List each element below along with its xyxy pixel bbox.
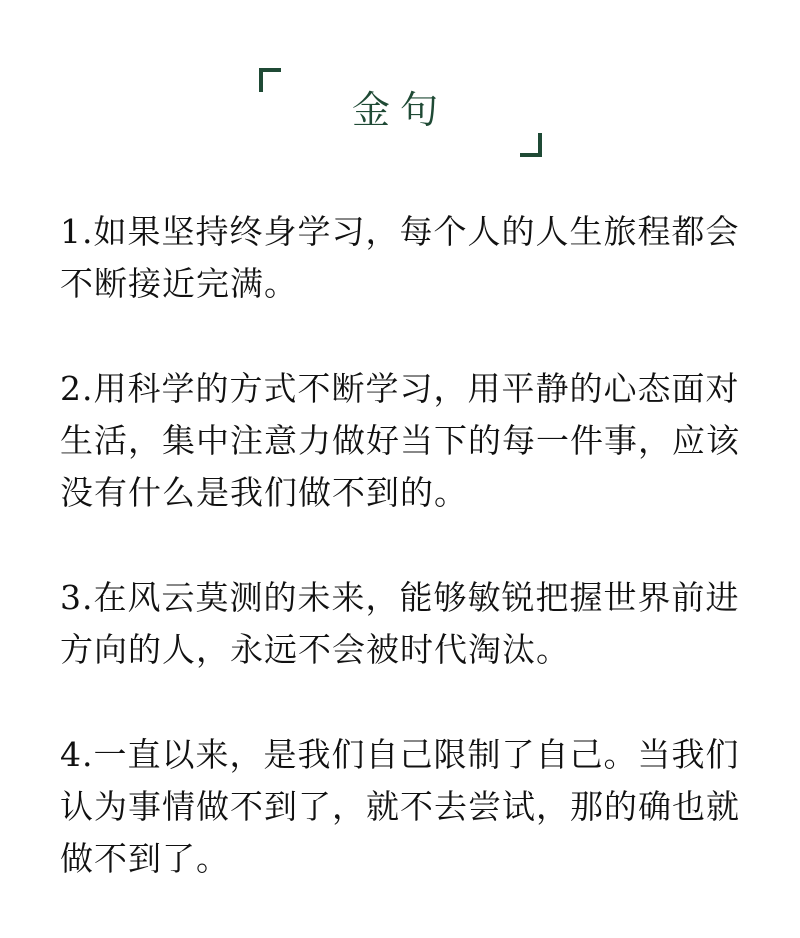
- corner-bracket-close-icon: [520, 133, 542, 157]
- quote-item-3: 3.在风云莫测的未来，能够敏锐把握世界前进方向的人，永远不会被时代淘汰。: [60, 578, 740, 669]
- page-title: 金句: [351, 88, 448, 132]
- quote-list: [60, 206, 750, 938]
- quote-item-2: 2.用科学的方式不断学习，用平静的心态面对生活，集中注意力做好当下的每一件事，应该没有什么是我们做不到的。: [60, 369, 740, 512]
- quote-item-1: 1.如果坚持终身学习，每个人的人生旅程都会不断接近完满。: [60, 212, 740, 303]
- quote-item-4: 4.一直以来，是我们自己限制了自己。当我们认为事情做不到了，就不去尝试，那的确也就做不到了。: [60, 735, 740, 878]
- title-block: [0, 0, 800, 170]
